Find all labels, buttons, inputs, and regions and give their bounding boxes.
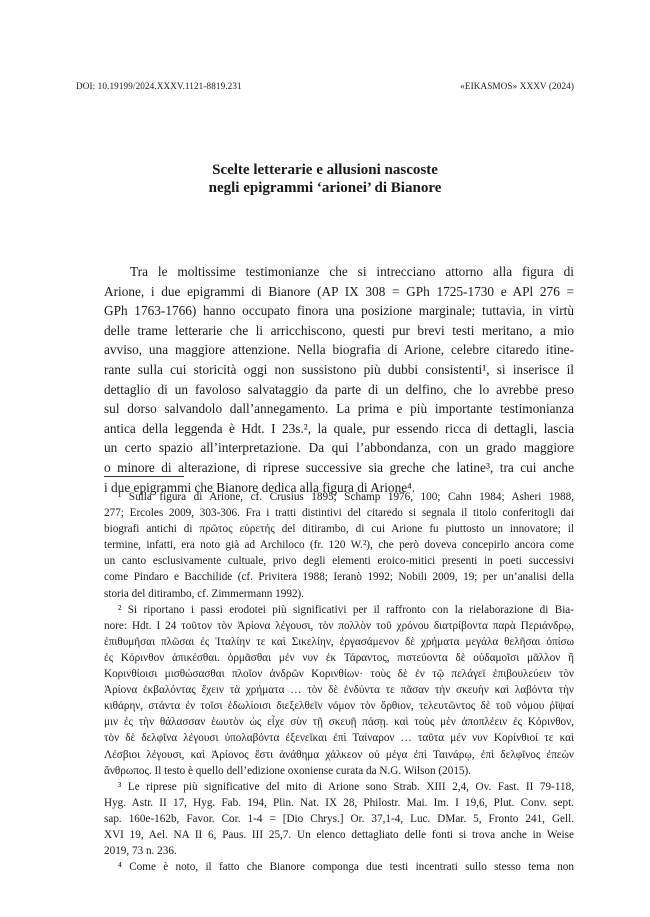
body-line: i due epigrammi che Bianore dedica alla figura di Arione⁴. (104, 479, 416, 495)
footnote-line: ἄνθρωπος. Il testo è quello dell’edizione oxoniense curata da N.G. Wilson (2015). (104, 764, 472, 777)
footnote-2 (104, 602, 574, 779)
footnote-line: XVI 19, Ael. NA II 6, Paus. III 25,7. Un elenco dettagliato delle fonti si trova anche in Weise (104, 828, 574, 841)
footnote-line: ¹ Sulla figura di Arione, cf. Crusius 1895; Schamp 1976, 100; Cahn 1984; Asheri 1988, (118, 491, 574, 503)
footnote-line: 2019, 73 n. 236. (104, 845, 177, 858)
body-line: o minore di alterazione, di riprese successive sia greche che latine³, tra cui anche (104, 459, 574, 475)
footnote-divider (104, 476, 184, 477)
footnote-line: ⁴ Come è noto, il fatto che Bianore componga due testi incentrati sullo stesso tema non (118, 861, 574, 874)
footnote-line: biografi antichi di πρῶτος εὑρετής del ditirambo, di cui Arione fu piuttosto un innovatore; il (104, 523, 574, 536)
body-paragraph (104, 262, 574, 497)
title-line-1: Scelte letterarie e allusioni nascoste (212, 162, 438, 178)
footnote-4 (104, 859, 574, 875)
footnote-line: un canto esclusivamente cultuale, privo degli elementi eroico-mitici presenti in poeti successivi (104, 555, 574, 568)
footnote-line: nore: Hdt. I 24 τοῦτον τὸν Ἀρίονα λέγουσι, τὸν πολλὸν τοῦ χρόνου διατρίβοντα παρὰ Περιάνδρῳ, (104, 619, 574, 632)
article-title (76, 161, 574, 197)
footnote-line: ἐς Κόρινθον ἀπικέσθαι. ὁρμᾶσθαι μέν νυν ἐκ Τάραντος, πιστεύοντα δὲ οὐδαμοῖσι μᾶλλον ἢ (104, 651, 574, 664)
footnote-line: Hyg. Astr. II 17, Hyg. Fab. 194, Plin. Nat. IX 28, Philostr. Mai. Im. I 19,6, Plut. Conv. sept. (104, 796, 574, 809)
footnote-line: ἐπιθυμῆσαι πλῶσαι ἐς Ἰταλίην τε καὶ Σικελίην, ἐργασάμενον δὲ χρήματα μεγάλα θελῆσαι ὀπίσω (104, 635, 574, 648)
footnote-line: sap. 160e-162b, Favor. Cor. 1-4 = [Dio Chrys.] Or. 37,1-4, Luc. DMar. 5, Fronto 241, Gell. (104, 812, 574, 825)
footnote-line: μιν ἐς τὴν θάλασσαν ἑωυτὸν ὡς εἶχε σὺν τῇ σκευῇ πάσῃ. καὶ τοὺς μὲν ἀποπλέειν ἐς Κόρινθον, (104, 716, 574, 729)
body-line: sul dorso salvandolo dall’annegamento. La prima e più importante testimonianza (104, 401, 574, 417)
body-line: GPh 1763-1766) hanno occupato finora una posizione marginale; tuttavia, in virtù (104, 303, 574, 319)
title-line-2: negli epigrammi ‘arionei’ di Bianore (208, 180, 442, 196)
body-line: delle trame letterarie che li arricchiscono, questi pur brevi testi meritano, a mio (104, 322, 574, 338)
footnote-line: Κορινθίοισι μισθώσασθαι πλοῖον ἀνδρῶν Κορινθίων· τοὺς δὲ ἐν τῷ πελάγεϊ ἐπιβουλεύειν τὸν (104, 668, 574, 681)
footnote-line: τὸν δὲ δελφῖνα λέγουσι ὑπολαβόντα ἐξενεῖκαι ἐπὶ Ταίναρον … ταῦτα μέν νυν Κορίνθιοί τε καὶ (104, 732, 574, 745)
footnote-line: termine, infatti, era noto già ad Archiloco (fr. 120 W.²), che però doveva concepirlo ancora come (104, 539, 574, 552)
body-line: rante sulla cui storicità oggi non sussistono più dubbi consistenti¹, si inserisce il (104, 361, 574, 377)
body-line: un certo spazio all’interpretazione. Da qui l’abbondanza, con un grado maggiore (104, 440, 574, 456)
body-line: dettaglio di un favoloso salvataggio da parte di un delfino, che lo avrebbe preso (104, 381, 574, 397)
body-line: avviso, una maggiore attenzione. Nella biografia di Arione, celebre citaredo itine- (104, 342, 574, 358)
body-line: Tra le moltissime testimonianze che si intrecciano attorno alla figura di (130, 264, 574, 279)
footnote-line: come Pindaro e Bacchilide (cf. Privitera 1988; Ieranò 1992; Nobili 2009, 19; per un’analisi della (104, 571, 574, 584)
journal-label: «EIKASMOS» XXXV (2024) (460, 81, 574, 91)
footnote-1 (104, 489, 574, 602)
footnote-line: ³ Le riprese più significative del mito di Arione sono Strab. XIII 2,4, Ov. Fast. II 79-118, (118, 780, 574, 793)
body-line: Arione, i due epigrammi di Bianore (AP IX 308 = GPh 1725-1730 e APl 276 = (104, 283, 574, 299)
doi-label: DOI: 10.19199/2024.XXXV.1121-8819.231 (76, 81, 242, 91)
footnote-line: storia del ditirambo, cf. Zimmermann 1992). (104, 587, 305, 600)
footnote-line: ² Si riportano i passi erodotei più significativi per il raffronto con la rielaborazione di Bia- (118, 603, 574, 616)
footnote-3 (104, 779, 574, 859)
footnote-line: 277; Ercoles 2009, 303-306. Fra i tratti distintivi del citaredo si segnala il titolo conferitogli dai (104, 507, 574, 520)
footnote-line: κιθάρην, στάντα ἐν τοῖσι ἑδωλίοισι διεξελθεῖν νόμον τὸν ὄρθιον, τελευτῶντος δὲ τοῦ νόμου ῥῖψαί (104, 700, 574, 713)
footnote-line: Ἀρίονα ἐκβαλόντας ἔχειν τὰ χρήματα … τὸν δὲ ἐνδύντα τε πᾶσαν τὴν σκευὴν καὶ λαβόντα τὴν (104, 684, 574, 697)
footnote-line: Λέσβιοι λέγουσι, καὶ Ἀρίονος ἔστι ἀνάθημα χάλκεον οὐ μέγα ἐπὶ Ταινάρῳ, ἐπὶ δελφῖνος ἐπεὼν (104, 748, 574, 761)
body-line: antica della leggenda è Hdt. I 23s.², la quale, pur essendo ricca di dettagli, lascia (104, 420, 574, 436)
footnotes (104, 489, 574, 875)
